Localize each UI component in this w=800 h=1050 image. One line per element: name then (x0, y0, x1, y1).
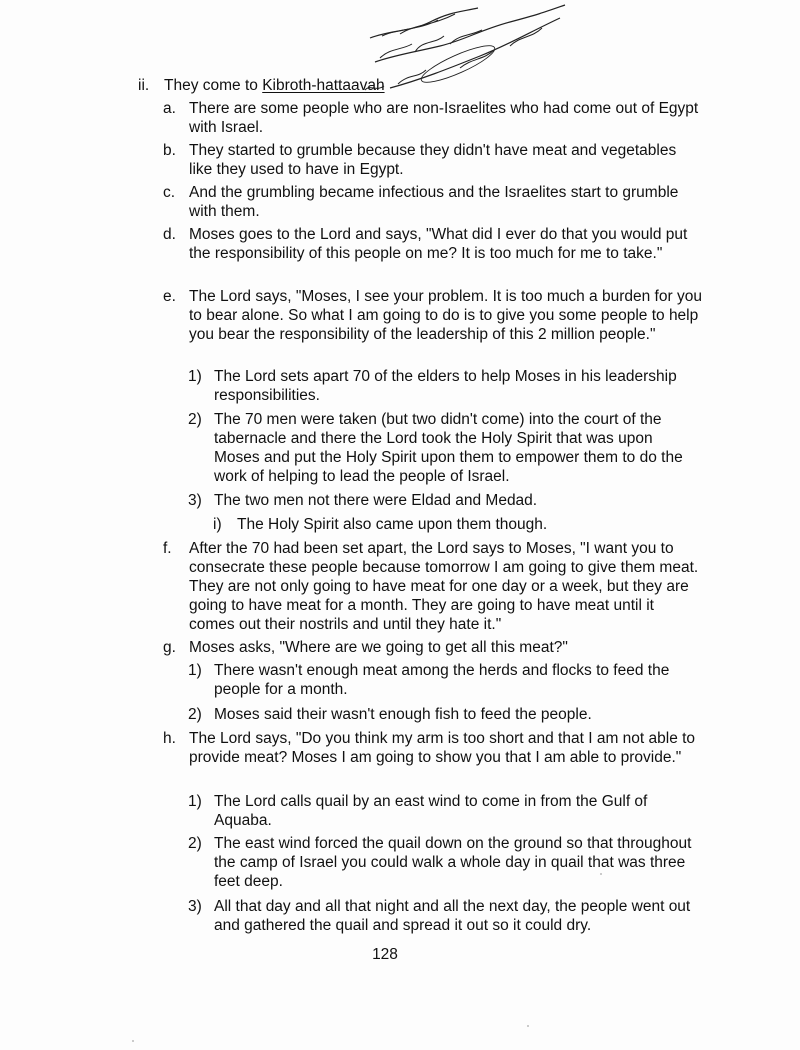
sub-list-marker: 1) (188, 662, 202, 679)
sub-list-text: The two men not there were Eldad and Medad. (214, 492, 538, 509)
sub-list-text: There wasn't enough meat among the herds and flocks to feed the people for a month. (214, 662, 670, 698)
heading-prefix: They come to (164, 77, 263, 94)
list-item (163, 183, 703, 221)
sub-list-text: Moses said their wasn't enough fish to feed the people. (214, 706, 592, 723)
list-text: And the grumbling became infectious and the Israelites start to grumble with them. (189, 184, 679, 220)
sub-list-marker: 3) (188, 492, 202, 509)
list-item (163, 141, 703, 179)
sub-list-text: The Lord sets apart 70 of the elders to help Moses in his leadership responsibilities. (214, 368, 677, 404)
heading-text (164, 76, 718, 95)
list-marker: d. (163, 226, 176, 243)
heading-item (138, 76, 718, 95)
sub-list-item (188, 367, 698, 405)
sub-list-marker: 2) (188, 835, 202, 852)
list-item (163, 287, 703, 344)
sub-list-text: The Lord calls quail by an east wind to come in from the Gulf of Aquaba. (214, 793, 648, 829)
sub-list-marker: 1) (188, 793, 202, 810)
list-item (163, 99, 703, 137)
heading-marker: ii. (138, 77, 150, 94)
list-item (163, 638, 703, 657)
list-text: They started to grumble because they didn't have meat and vegetables like they used to have in Egypt. (189, 142, 677, 178)
scan-speck (527, 1025, 529, 1027)
list-text: Moses asks, "Where are we going to get all this meat?" (189, 639, 568, 656)
sub-list-text: All that day and all that night and all the next day, the people went out and gathered the quail and spread it out so it could dry. (214, 898, 691, 934)
sub-list-item (188, 834, 698, 891)
sub-list-item (188, 705, 698, 724)
list-item (163, 539, 703, 634)
list-text: The Lord says, "Do you think my arm is too short and that I am not able to provide meat? Moses I am going to show you that I am able to provide." (189, 730, 696, 766)
sub-list-marker: 2) (188, 411, 202, 428)
sub-list-item (188, 491, 698, 510)
list-marker: b. (163, 142, 176, 159)
sub-list-item (188, 661, 698, 699)
list-marker: a. (163, 100, 176, 117)
list-marker: e. (163, 288, 176, 305)
sub-list-text: The 70 men were taken (but two didn't come) into the court of the tabernacle and there the Lord took the Holy Spirit that was upon Moses and put the Holy Spirit upon them to empower them to do the work of helping to lead the people of Israel. (214, 411, 683, 485)
list-text: After the 70 had been set apart, the Lord says to Moses, "I want you to consecrate these people because tomorrow I am going to give them meat. They are not only going to have meat for one day or a week, but they are going to have meat for a month. They are going to have meat until it comes out their nostrils and until they hate it." (189, 540, 699, 633)
list-marker: h. (163, 730, 176, 747)
sub-sub-list-item (213, 515, 693, 534)
sub-list-item (188, 410, 698, 486)
sub-sub-list-marker: i) (213, 516, 222, 533)
sub-list-marker: 1) (188, 368, 202, 385)
list-marker: f. (163, 540, 172, 557)
list-item (163, 729, 703, 767)
list-text: There are some people who are non-Israelites who had come out of Egypt with Israel. (189, 100, 699, 136)
list-text: Moses goes to the Lord and says, "What did I ever do that you would put the responsibility of this people on me? It is too much for me to take." (189, 226, 688, 262)
sub-list-item (188, 792, 698, 830)
sub-list-marker: 3) (188, 898, 202, 915)
sub-list-item (188, 897, 698, 935)
page-number: 128 (372, 946, 398, 963)
list-item (163, 225, 703, 263)
place-name: Kibroth-hattaavah (262, 77, 385, 94)
sub-list-marker: 2) (188, 706, 202, 723)
list-marker: g. (163, 639, 176, 656)
list-marker: c. (163, 184, 176, 201)
scan-speck (132, 1040, 134, 1042)
sub-sub-list-text: The Holy Spirit also came upon them though. (237, 516, 548, 533)
sub-list-text: The east wind forced the quail down on the ground so that throughout the camp of Israel you could walk a whole day in quail that was three feet deep. (214, 835, 692, 890)
list-text: The Lord says, "Moses, I see your problem. It is too much a burden for you to bear alone. So what I am going to do is to give you some people to help you bear the responsibility of the leadership of this 2 million people." (189, 288, 702, 343)
scan-speck (600, 873, 602, 875)
